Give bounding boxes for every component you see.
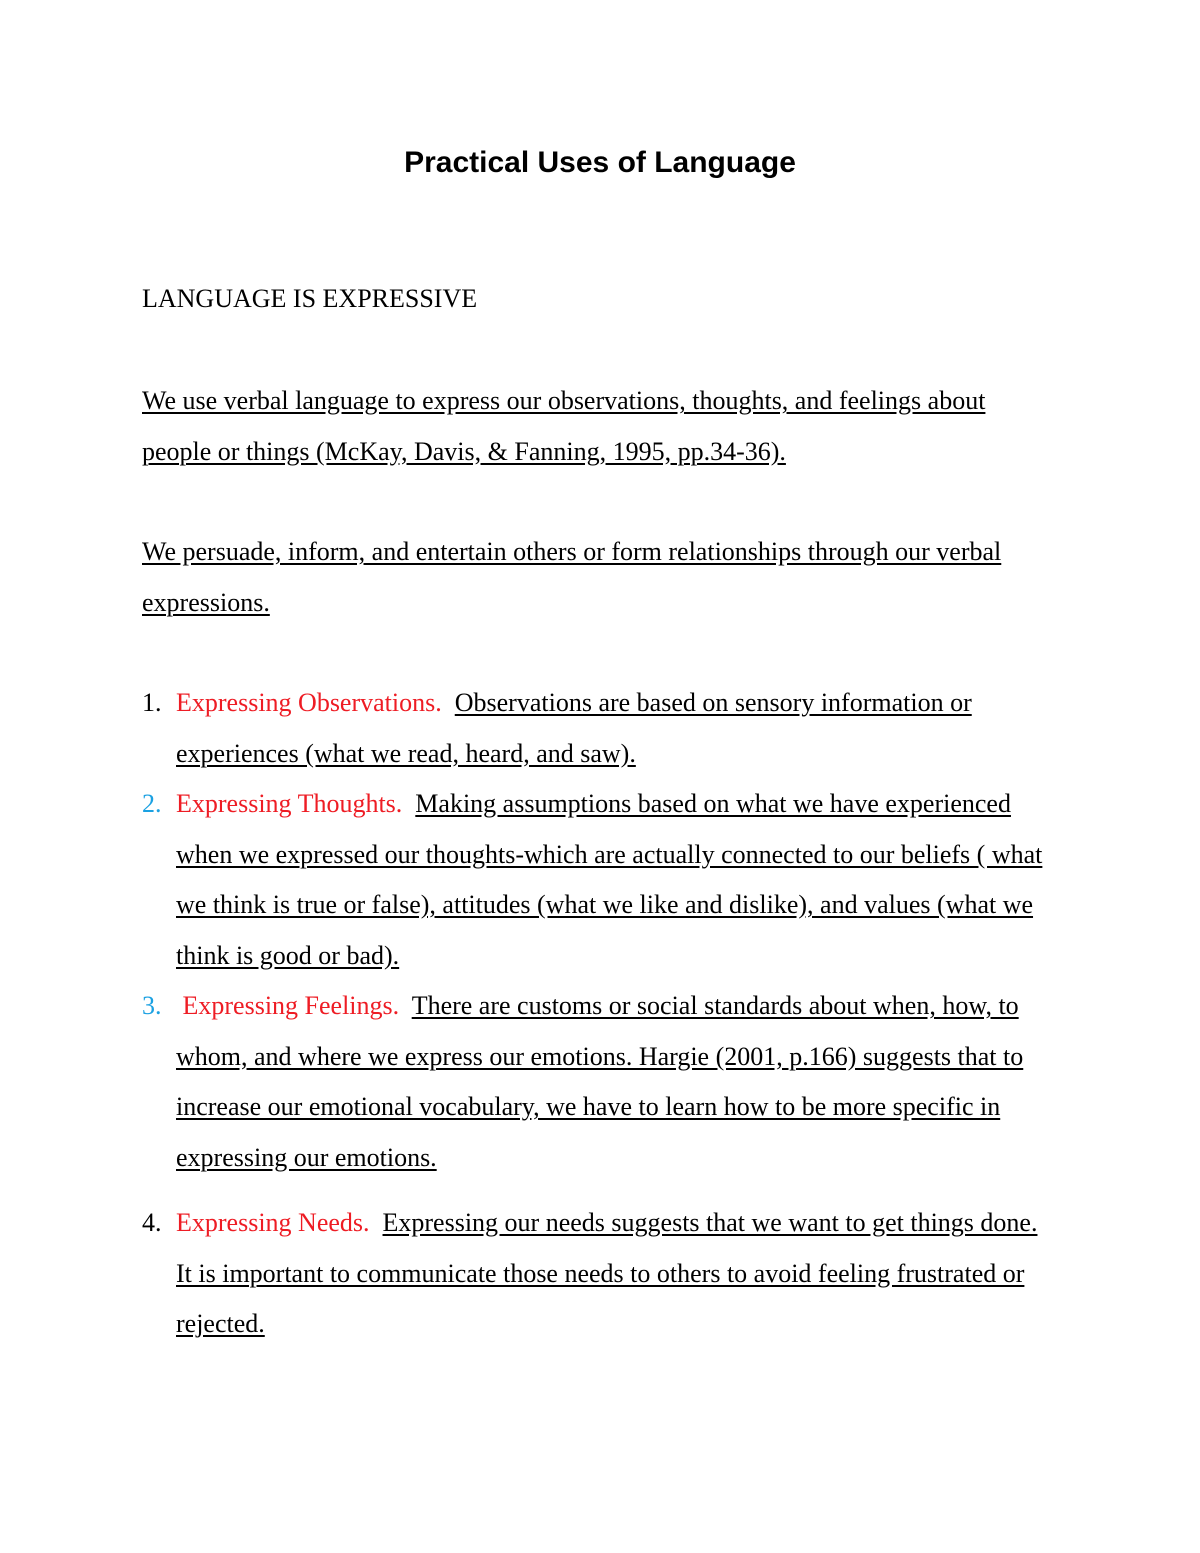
list-item-observations (142, 678, 1052, 779)
list-item-text: Observations are based on sensory information or experiences (what we read, heard, and saw). (176, 688, 972, 768)
list-item-text: Expressing our needs suggests that we want to get things done. It is important to communicate those needs to others to avoid feeling frustrated or rejected. (176, 1208, 1038, 1338)
list-number: 4. (142, 1208, 162, 1237)
section-heading: LANGUAGE IS EXPRESSIVE (142, 284, 478, 313)
list-item-label: Expressing Observations. (176, 688, 442, 717)
list-item-needs (142, 1198, 1052, 1350)
paragraph-persuasion: We persuade, inform, and entertain others or form relationships through our verbal expressions. (142, 537, 1002, 617)
list-item-body (176, 1198, 1052, 1350)
list-number: 1. (142, 688, 162, 717)
list-number: 2. (142, 789, 162, 818)
paragraph-expression: We use verbal language to express our observations, thoughts, and feelings about people or things (McKay, Davis, & Fanning, 1995, pp.34-36). (142, 386, 986, 466)
list-item-label: Expressing Thoughts. (176, 789, 403, 818)
list-item-label: Expressing Feelings. (182, 991, 400, 1020)
page-title: Practical Uses of Language (404, 146, 796, 179)
list-item-text: Making assumptions based on what we have experienced when we expressed our thoughts-which are actually connected to our beliefs ( what we think is true or false), attitudes (what we like and dislike), and values (what we think is good or bad). (176, 789, 1043, 970)
list-item-thoughts (142, 779, 1052, 981)
list-item-feelings (142, 981, 1052, 1183)
list-number: 3. (142, 991, 162, 1020)
list-item-text: There are customs or social standards about when, how, to whom, and where we express our emotions. Hargie (2001, p.166) suggests that to increase our emotional vocabulary, we have to learn how to be more specific in expressing our emotions. (176, 991, 1024, 1172)
list-item-body (176, 779, 1052, 981)
list-item-body (176, 678, 1052, 779)
list-item-label: Expressing Needs. (176, 1208, 370, 1237)
list-item-body (176, 981, 1052, 1183)
